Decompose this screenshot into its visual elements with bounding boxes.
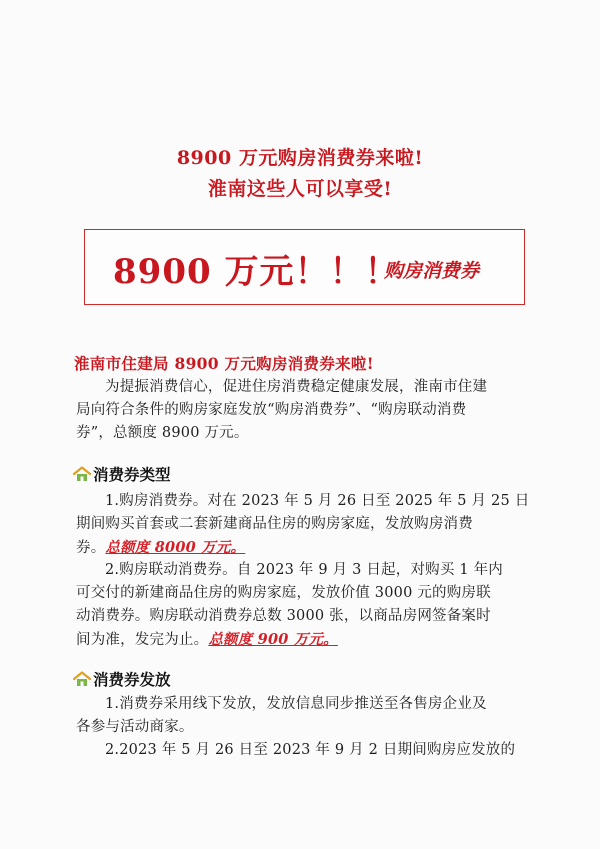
amount-highlight: 总额度 900 万元。 bbox=[208, 631, 338, 648]
section-heading-types bbox=[72, 463, 171, 485]
types-item-line: 券。总额度 8000 万元。 bbox=[76, 539, 246, 556]
issue-item-line: 1.消费券采用线下发放，发放信息同步推送至各售房企业及 bbox=[105, 696, 487, 712]
types-item-line: 1.购房消费券。对在 2023 年 5 月 26 日至 2025 年 5 月 25 日 bbox=[105, 493, 530, 509]
article-subtitle: 淮南市住建局 8900 万元购房消费券来啦! bbox=[74, 354, 374, 373]
headline-line-1: 8900 万元购房消费券来啦! bbox=[176, 147, 424, 169]
section-title: 消费券类型 bbox=[93, 466, 171, 484]
intro-paragraph bbox=[76, 376, 536, 445]
types-item-line: 可交付的新建商品住房的购房家庭，发放价值 3000 元的购房联 bbox=[76, 585, 491, 601]
section-heading-issue bbox=[72, 668, 171, 690]
types-item-1 bbox=[76, 490, 536, 560]
issue-item-line: 2.2023 年 5 月 26 日至 2023 年 9 月 2 日期间购房应发放的 bbox=[105, 742, 516, 758]
banner-amount: 8900 万元！！！ bbox=[113, 252, 400, 292]
intro-line: 为提振消费信心，促进住房消费稳定健康发展，淮南市住建 bbox=[105, 379, 488, 395]
headline-line-2: 淮南这些人可以享受! bbox=[207, 178, 393, 200]
issue-item-1 bbox=[76, 693, 536, 739]
intro-line: 券”，总额度 8900 万元。 bbox=[76, 425, 249, 441]
intro-line: 局向符合条件的购房家庭发放“购房消费券”、“购房联动消费 bbox=[76, 402, 467, 418]
banner-label: 购房消费券 bbox=[384, 260, 480, 282]
types-item-line: 间为准，发完为止。总额度 900 万元。 bbox=[76, 631, 338, 648]
types-item-line: 2.购房联动消费券。自 2023 年 9 月 3 日起，对购买 1 年内 bbox=[105, 562, 503, 578]
issue-item-2 bbox=[76, 739, 536, 762]
banner-box bbox=[84, 229, 525, 305]
home-icon bbox=[72, 466, 92, 482]
amount-highlight: 总额度 8000 万元。 bbox=[105, 539, 246, 556]
section-title: 消费券发放 bbox=[93, 671, 171, 689]
types-item-line: 动消费券。购房联动消费券总数 3000 张，以商品房网签备案时 bbox=[76, 608, 491, 624]
types-item-line: 期间购买首套或二套新建商品住房的购房家庭，发放购房消费 bbox=[76, 516, 473, 532]
home-icon bbox=[72, 671, 92, 687]
types-item-2 bbox=[76, 559, 536, 652]
issue-item-line: 各参与活动商家。 bbox=[76, 719, 194, 735]
